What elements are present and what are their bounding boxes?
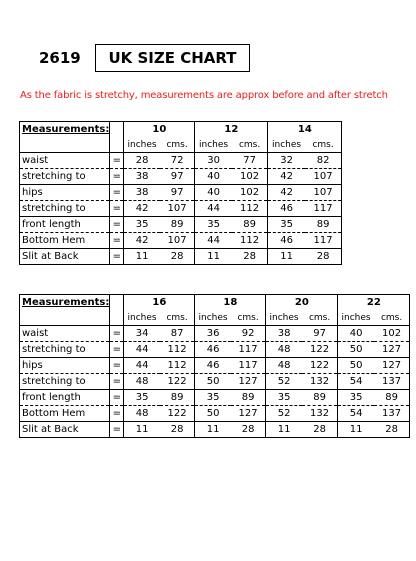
value-inches: 35 (124, 217, 160, 233)
row-label: waist (20, 326, 110, 342)
table-row (20, 153, 342, 169)
value-cms: 28 (302, 422, 338, 438)
row-label: Slit at Back (20, 249, 110, 265)
row-label: stretching to (20, 374, 110, 390)
value-cms: 127 (374, 342, 410, 358)
unit-cms: cms. (374, 310, 410, 326)
row-label: front length (20, 390, 110, 406)
value-cms: 107 (160, 233, 195, 249)
value-inches: 11 (195, 422, 231, 438)
value-cms: 72 (160, 153, 195, 169)
units-eq-spacer (110, 137, 124, 153)
value-cms: 102 (232, 169, 268, 185)
value-inches: 48 (124, 374, 160, 390)
value-inches: 52 (266, 406, 302, 422)
equals-sign: = (110, 153, 124, 169)
value-inches: 38 (124, 185, 160, 201)
table-header-row (20, 122, 342, 138)
value-cms: 127 (231, 406, 266, 422)
value-cms: 28 (160, 422, 195, 438)
value-inches: 35 (266, 390, 302, 406)
size-table-10-14 (19, 121, 342, 265)
value-inches: 42 (124, 201, 160, 217)
table-row (20, 390, 410, 406)
row-label: stretching to (20, 169, 110, 185)
value-inches: 30 (195, 153, 232, 169)
table-row (20, 358, 410, 374)
equals-sign: = (110, 374, 124, 390)
chart-title: UK SIZE CHART (95, 44, 250, 72)
equals-sign: = (110, 390, 124, 406)
value-cms: 122 (302, 358, 338, 374)
value-inches: 50 (195, 406, 231, 422)
value-inches: 50 (338, 358, 374, 374)
row-label: waist (20, 153, 110, 169)
value-cms: 92 (231, 326, 266, 342)
value-inches: 44 (195, 201, 232, 217)
equals-sign: = (110, 342, 124, 358)
value-cms: 117 (231, 342, 266, 358)
value-inches: 46 (268, 201, 305, 217)
value-inches: 32 (268, 153, 305, 169)
unit-cms: cms. (232, 137, 268, 153)
value-cms: 127 (374, 358, 410, 374)
table-row (20, 169, 342, 185)
unit-cms: cms. (305, 137, 342, 153)
equals-sign: = (110, 185, 124, 201)
row-label: Slit at Back (20, 422, 110, 438)
row-label: hips (20, 185, 110, 201)
unit-cms: cms. (231, 310, 266, 326)
unit-cms: cms. (160, 310, 195, 326)
value-cms: 97 (302, 326, 338, 342)
table-row (20, 374, 410, 390)
value-cms: 102 (232, 185, 268, 201)
value-cms: 89 (231, 390, 266, 406)
value-cms: 117 (305, 201, 342, 217)
table-units-row (20, 310, 410, 326)
row-label: stretching to (20, 201, 110, 217)
row-label: Bottom Hem (20, 233, 110, 249)
value-inches: 44 (195, 233, 232, 249)
size-header-20: 20 (266, 295, 338, 311)
table-row (20, 406, 410, 422)
value-inches: 11 (124, 249, 160, 265)
value-cms: 89 (305, 217, 342, 233)
table-row (20, 217, 342, 233)
value-inches: 11 (268, 249, 305, 265)
header-spacer (110, 295, 124, 311)
value-inches: 11 (338, 422, 374, 438)
table-row (20, 342, 410, 358)
table-header-row (20, 295, 410, 311)
table-row (20, 326, 410, 342)
style-number: 2619 (39, 49, 81, 67)
value-inches: 48 (266, 358, 302, 374)
units-spacer (20, 137, 110, 153)
value-inches: 44 (124, 358, 160, 374)
value-cms: 122 (160, 374, 195, 390)
value-cms: 77 (232, 153, 268, 169)
value-cms: 132 (302, 406, 338, 422)
value-cms: 89 (232, 217, 268, 233)
table-row (20, 201, 342, 217)
value-cms: 112 (232, 233, 268, 249)
equals-sign: = (110, 249, 124, 265)
value-inches: 35 (268, 217, 305, 233)
value-cms: 137 (374, 406, 410, 422)
units-eq-spacer (110, 310, 124, 326)
value-cms: 127 (231, 374, 266, 390)
value-inches: 35 (124, 390, 160, 406)
unit-cms: cms. (302, 310, 338, 326)
value-cms: 28 (374, 422, 410, 438)
value-cms: 28 (160, 249, 195, 265)
equals-sign: = (110, 169, 124, 185)
value-inches: 46 (195, 342, 231, 358)
size-header-22: 22 (338, 295, 410, 311)
value-cms: 28 (232, 249, 268, 265)
equals-sign: = (110, 217, 124, 233)
value-inches: 50 (338, 342, 374, 358)
size-header-14: 14 (268, 122, 342, 138)
value-cms: 28 (305, 249, 342, 265)
size-table-16-22 (19, 294, 410, 438)
value-cms: 89 (374, 390, 410, 406)
value-inches: 42 (124, 233, 160, 249)
value-inches: 38 (266, 326, 302, 342)
value-inches: 11 (195, 249, 232, 265)
value-cms: 112 (160, 358, 195, 374)
table-units-row (20, 137, 342, 153)
value-inches: 40 (195, 169, 232, 185)
value-cms: 117 (231, 358, 266, 374)
equals-sign: = (110, 422, 124, 438)
value-inches: 28 (124, 153, 160, 169)
measurements-heading: Measurements: (20, 295, 110, 311)
value-cms: 89 (160, 390, 195, 406)
value-inches: 40 (195, 185, 232, 201)
equals-sign: = (110, 201, 124, 217)
unit-inches: inches (268, 137, 305, 153)
unit-inches: inches (266, 310, 302, 326)
equals-sign: = (110, 233, 124, 249)
value-cms: 87 (160, 326, 195, 342)
equals-sign: = (110, 406, 124, 422)
value-inches: 54 (338, 406, 374, 422)
value-inches: 52 (266, 374, 302, 390)
size-header-16: 16 (124, 295, 195, 311)
value-cms: 89 (302, 390, 338, 406)
value-cms: 132 (302, 374, 338, 390)
unit-inches: inches (124, 310, 160, 326)
measurements-heading: Measurements: (20, 122, 110, 138)
value-cms: 82 (305, 153, 342, 169)
value-inches: 48 (124, 406, 160, 422)
table-row (20, 233, 342, 249)
value-inches: 44 (124, 342, 160, 358)
value-inches: 50 (195, 374, 231, 390)
units-spacer (20, 310, 110, 326)
row-label: front length (20, 217, 110, 233)
equals-sign: = (110, 326, 124, 342)
unit-inches: inches (338, 310, 374, 326)
unit-cms: cms. (160, 137, 195, 153)
table-row (20, 185, 342, 201)
value-inches: 35 (195, 217, 232, 233)
value-cms: 107 (305, 169, 342, 185)
size-header-12: 12 (195, 122, 268, 138)
value-cms: 117 (305, 233, 342, 249)
table-row (20, 249, 342, 265)
row-label: Bottom Hem (20, 406, 110, 422)
value-inches: 46 (268, 233, 305, 249)
unit-inches: inches (124, 137, 160, 153)
value-cms: 122 (160, 406, 195, 422)
unit-inches: inches (195, 310, 231, 326)
value-inches: 35 (195, 390, 231, 406)
value-cms: 112 (232, 201, 268, 217)
value-cms: 28 (231, 422, 266, 438)
value-cms: 107 (305, 185, 342, 201)
value-inches: 35 (338, 390, 374, 406)
value-inches: 42 (268, 185, 305, 201)
stretch-note: As the fabric is stretchy, measurements are approx before and after stretch (20, 90, 388, 101)
value-cms: 137 (374, 374, 410, 390)
value-inches: 54 (338, 374, 374, 390)
value-cms: 89 (160, 217, 195, 233)
value-cms: 102 (374, 326, 410, 342)
value-inches: 42 (268, 169, 305, 185)
value-inches: 34 (124, 326, 160, 342)
value-inches: 36 (195, 326, 231, 342)
value-cms: 97 (160, 185, 195, 201)
row-label: hips (20, 358, 110, 374)
value-cms: 122 (302, 342, 338, 358)
header-spacer (110, 122, 124, 138)
value-inches: 48 (266, 342, 302, 358)
size-header-18: 18 (195, 295, 266, 311)
value-inches: 11 (124, 422, 160, 438)
value-cms: 107 (160, 201, 195, 217)
value-cms: 97 (160, 169, 195, 185)
row-label: stretching to (20, 342, 110, 358)
unit-inches: inches (195, 137, 232, 153)
size-header-10: 10 (124, 122, 195, 138)
value-inches: 40 (338, 326, 374, 342)
equals-sign: = (110, 358, 124, 374)
value-inches: 11 (266, 422, 302, 438)
value-inches: 38 (124, 169, 160, 185)
value-cms: 112 (160, 342, 195, 358)
table-row (20, 422, 410, 438)
value-inches: 46 (195, 358, 231, 374)
